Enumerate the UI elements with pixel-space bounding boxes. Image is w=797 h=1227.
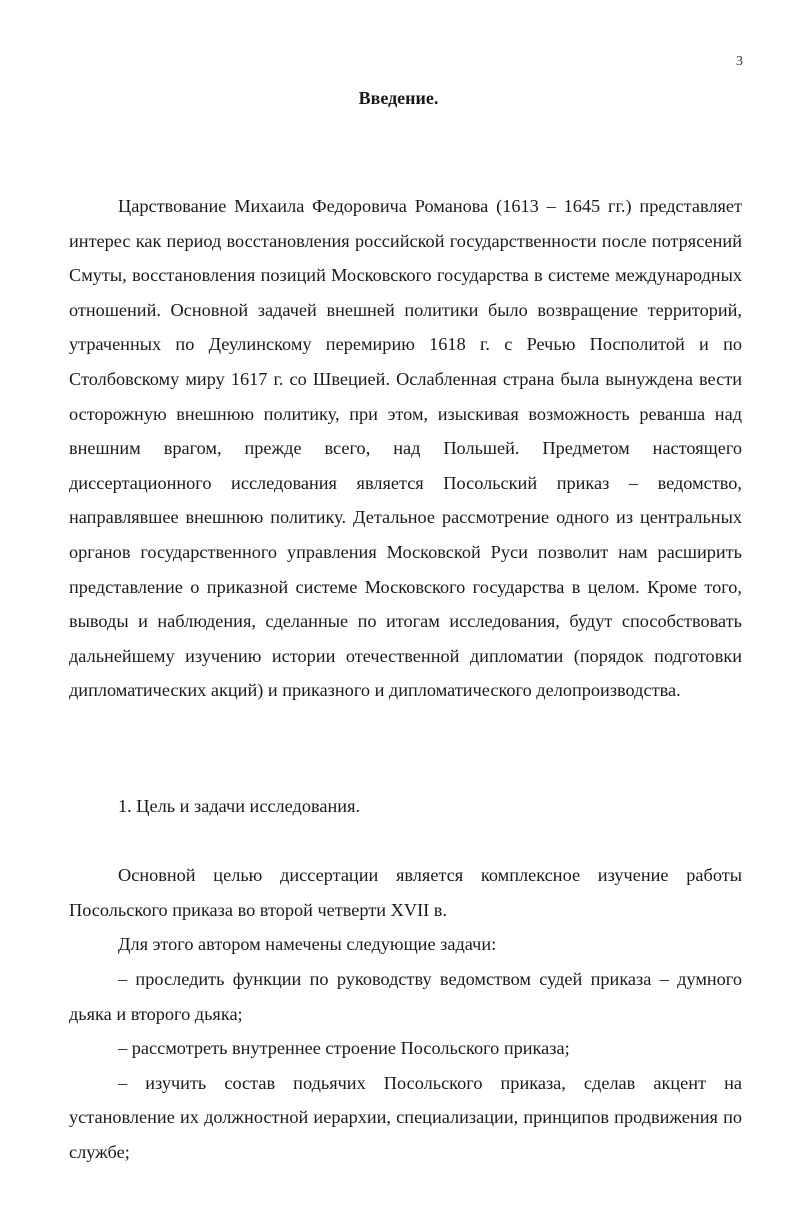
tasks-intro: Для этого автором намечены следующие задачи: bbox=[118, 934, 497, 955]
goal-paragraph: Основной целью диссертации является комплексное изучение работы Посольского приказа во второй четверти XVII в. bbox=[69, 865, 742, 920]
task-item: – изучить состав подьячих Посольского приказа, сделав акцент на установление их должностной иерархии, специализации, принципов продвижения по службе; bbox=[69, 1072, 742, 1162]
section-heading: 1. Цель и задачи исследования. bbox=[118, 796, 361, 816]
page-number: 3 bbox=[736, 54, 743, 69]
intro-section bbox=[69, 189, 742, 708]
goals-section bbox=[69, 789, 742, 1170]
page-title: Введение. bbox=[358, 88, 439, 108]
task-item: – рассмотреть внутреннее строение Посольского приказа; bbox=[118, 1038, 570, 1059]
task-item: – проследить функции по руководству ведомством судей приказа – думного дьяка и второго дьяка; bbox=[69, 968, 742, 1024]
intro-paragraph: Царствование Михаила Федоровича Романова (1613 – 1645 гг.) представляет интерес как период восстановления российской государственности после потрясений Смуты, восстановления позиций Московского государства в системе международных отношений. Основной задачей внешней политики было возвращение территорий, утраченных по Деулинскому перемирию 1618 г. с Речью Посполитой и по Столбовскому миру 1617 г. со Швецией. Ослабленная страна была вынуждена вести осторожную внешнюю политику, при этом, изыскивая возможность реванша над внешним врагом, прежде всего, над Польшей. Предметом настоящего диссертационного исследования является Посольский приказ – ведомство, направлявшее внешнюю политику. Детальное рассмотрение одного из центральных органов государственного управления Московской Руси позволит нам расширить представление о приказной системе Московского государства в целом. Кроме того, выводы и наблюдения, сделанные по итогам исследования, будут способствовать дальнейшему изучению истории отечественной дипломатии (порядок подготовки дипломатических акций) и приказного и дипломатического делопроизводства. bbox=[69, 196, 742, 701]
